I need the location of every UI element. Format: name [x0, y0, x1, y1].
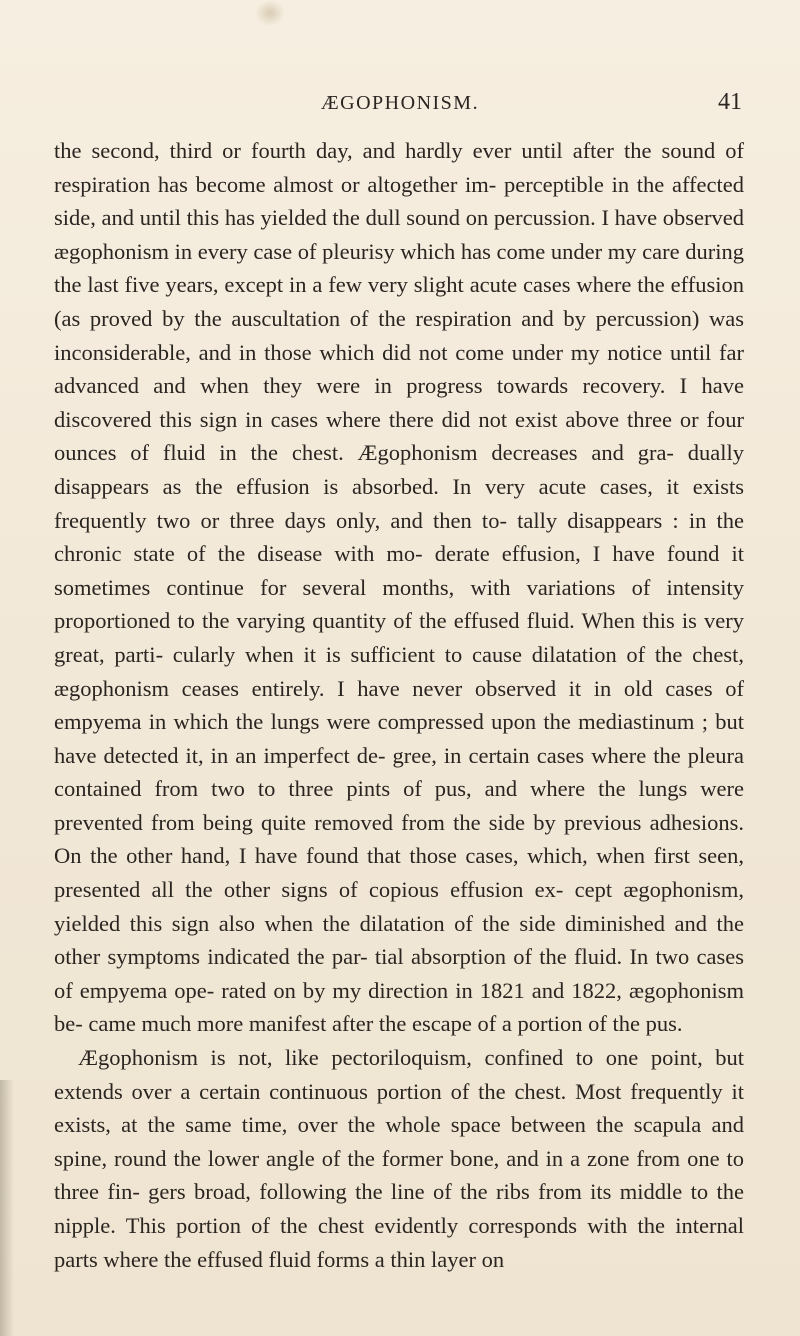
body-text: [54, 134, 744, 1276]
paragraph: Ægophonism is not, like pectoriloquism, confined to one point, but extends over a certain continuous portion of the chest. Most frequently it exists, at the same time, over the whole space between the scapula and spine, round the lower angle of the former bone, and in a zone from one to three fin- gers broad, following the line of the ribs from its middle to the nipple. This portion of the chest evidently corresponds with the internal parts where the effused fluid forms a thin layer on: [54, 1045, 744, 1272]
page-number: 41: [718, 89, 742, 115]
running-head: ÆGOPHONISM.: [320, 92, 480, 114]
page-header: [0, 89, 800, 122]
paragraph: the second, third or fourth day, and hardly ever until after the sound of respiration has become almost or altogether im- perceptible in the affected side, and until this has yielded the dull sound on percussion. I have observed ægophonism in every case of pleurisy which has come under my care during the last five years, except in a few very slight acute cases where the effusion (as proved by the auscultation of the respiration and by percussion) was inconsiderable, and in those which did not come under my notice until far advanced and when they were in progress towards recovery. I have discovered this sign in cases where there did not exist above three or four ounces of fluid in the chest. Ægophonism decreases and gra- dually disappears as the effusion is absorbed. In very acute cases, it exists frequently two or three days only, and then to- tally disappears : in the chronic state of the disease with mo- derate effusion, I have found it sometimes continue for several months, with variations of intensity proportioned to the varying quantity of the effused fluid. When this is very great, parti- cularly when it is sufficient to cause dilatation of the chest, ægophonism ceases entirely. I have never observed it in old cases of empyema in which the lungs were compressed upon the mediastinum ; but have detected it, in an imperfect de- gree, in certain cases where the pleura contained from two to three pints of pus, and where the lungs were prevented from being quite removed from the side by previous adhesions. On the other hand, I have found that those cases, which, when first seen, presented all the other signs of copious effusion ex- cept ægophonism, yielded this sign also when the dilatation of the side diminished and the other symptoms indicated the par- tial absorption of the fluid. In two cases of empyema ope- rated on by my direction in 1821 and 1822, ægophonism be- came much more manifest after the escape of a portion of the pus.: [54, 138, 744, 1037]
paper-stain: [255, 0, 285, 26]
page-edge-shadow: [0, 1080, 14, 1336]
